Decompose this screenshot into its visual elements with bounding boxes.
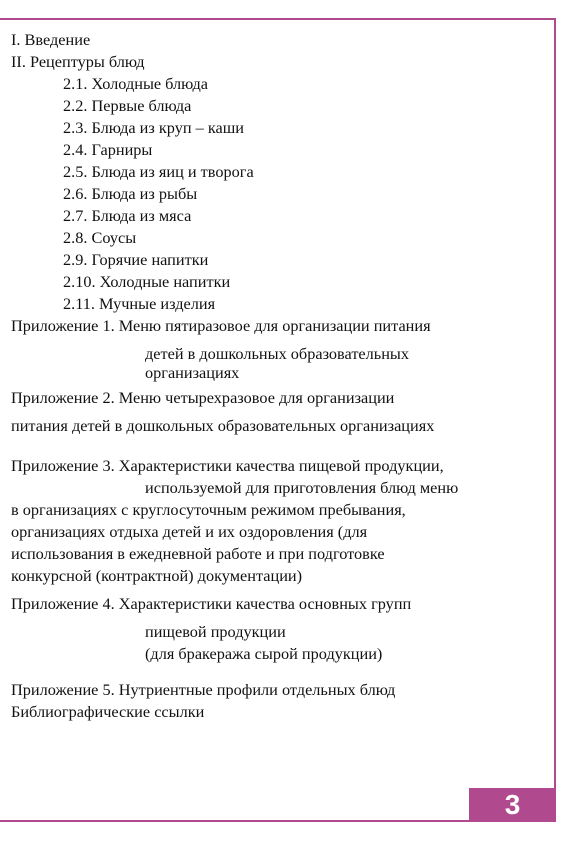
toc-subitem: 2.6. Блюда из рыбы [63, 184, 198, 203]
appendix-2-line: питания детей в дошкольных образовательных организациях [11, 416, 435, 435]
toc-subitem: 2.9. Горячие напитки [63, 250, 209, 269]
appendix-1-line: детей в дошкольных образовательных [145, 344, 410, 363]
page-number-badge: 3 [469, 788, 556, 821]
appendix-3-line: в организациях с круглосуточным режимом пребывания, [11, 500, 406, 519]
appendix-3-line: используемой для приготовления блюд меню [145, 478, 459, 497]
toc-subitem: 2.3. Блюда из круп – каши [63, 118, 244, 137]
appendix-3-line: использования в ежедневной работе и при подготовке [11, 544, 385, 563]
toc-item-appendix-1 [11, 315, 551, 381]
toc-subitem: 2.1. Холодные блюда [63, 74, 209, 93]
toc-item-intro: I. Введение [11, 30, 91, 49]
appendix-4-line: Приложение 4. Характеристики качества основных групп [11, 594, 412, 613]
appendix-1-line: организациях [145, 363, 240, 382]
appendix-4-line: пищевой продукции [145, 622, 286, 641]
toc-item-bibliography: Библиографические ссылки [11, 702, 205, 721]
appendix-3-line: организациях отдыха детей и их оздоровления (для [11, 522, 368, 541]
toc-item-appendix-3 [11, 455, 551, 587]
toc-subitem: 2.7. Блюда из мяса [63, 206, 192, 225]
toc-subitem: 2.8. Соусы [63, 228, 137, 247]
toc-subitem: 2.5. Блюда из яиц и творога [63, 162, 254, 181]
toc-subitem: 2.4. Гарниры [63, 140, 153, 159]
appendix-1-line: Приложение 1. Меню пятиразовое для организации питания [11, 316, 431, 335]
table-of-contents [11, 29, 551, 723]
toc-subitem: 2.11. Мучные изделия [63, 294, 216, 313]
toc-item-appendix-2 [11, 387, 551, 437]
appendix-2-line: Приложение 2. Меню четырехразовое для организации [11, 388, 395, 407]
appendix-3-line: конкурсной (контрактной) документации) [11, 566, 303, 585]
toc-subitem: 2.2. Первые блюда [63, 96, 192, 115]
toc-item-appendix-4 [11, 593, 551, 665]
toc-item-appendix-5: Приложение 5. Нутриентные профили отдельных блюд [11, 680, 396, 699]
appendix-4-line: (для бракеража сырой продукции) [145, 644, 383, 663]
appendix-3-line: Приложение 3. Характеристики качества пищевой продукции, [11, 456, 444, 475]
toc-item-recipes-heading: II. Рецептуры блюд [11, 52, 145, 71]
toc-subitem: 2.10. Холодные напитки [63, 272, 231, 291]
